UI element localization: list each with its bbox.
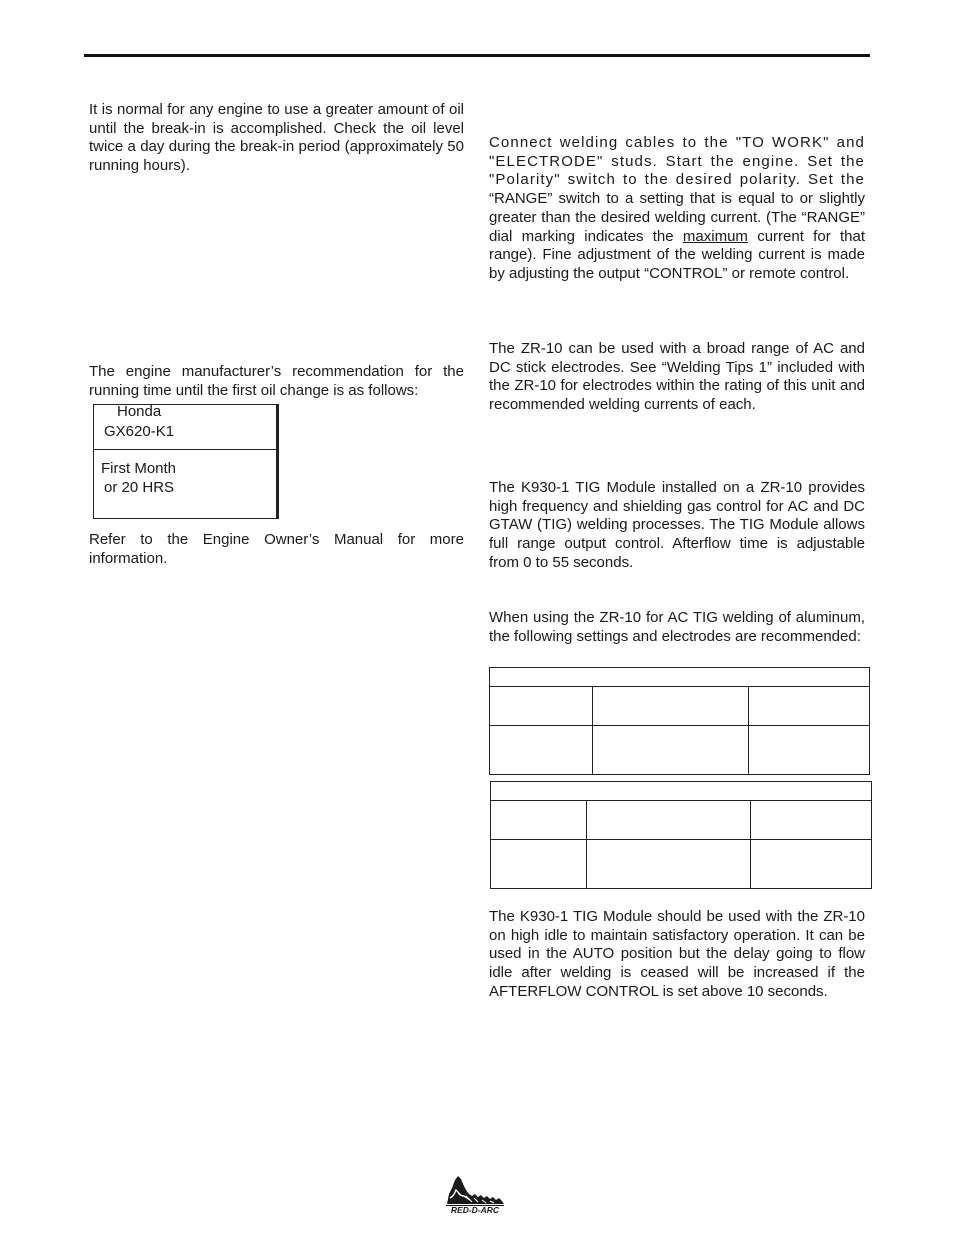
- oil-table-divider: [94, 449, 276, 450]
- table1-row-line: [490, 725, 869, 726]
- connect-text-a: “RANGE” switch to a setting that is equal to or slightly greater than the desired welding current. (The “RANGE” dial marking indicates the: [489, 190, 865, 245]
- table1-col-line-2: [748, 686, 749, 774]
- header-rule: [84, 54, 870, 57]
- logo-mountain-icon: [447, 1176, 504, 1204]
- engine-brand: Honda: [117, 403, 162, 420]
- oil-change-intro: The engine manufacturer’s recommendation for the running time until the first oil change is as follows:: [89, 363, 464, 399]
- break-in-paragraph: It is normal for any engine to use a greater amount of oil until the break-in is accomplished. Check the oil level twice a day during the break-in period (approximately 50 running hours).: [89, 101, 464, 175]
- high-idle-paragraph: The K930-1 TIG Module should be used with the ZR-10 on high idle to maintain satisfactory operation. It can be used in the AUTO position but the delay going to flow idle after welding is ceased will be increased if the AFTERFLOW CONTROL is set above 10 seconds.: [489, 908, 865, 1000]
- connect-cables-remaining: [489, 190, 865, 284]
- oil-interval-line2: or 20 HRS: [104, 479, 175, 496]
- stick-electrodes-paragraph: The ZR-10 can be used with a broad range of AC and DC stick electrodes. See “Welding Tips 1” included with the ZR-10 for electrodes within the rating of this unit and recommended welding currents of each.: [489, 340, 865, 414]
- table2-row-line: [491, 839, 871, 840]
- engine-model: GX620-K1: [104, 423, 175, 440]
- ac-tig-settings-table-2: [490, 781, 872, 889]
- oil-change-table: [93, 404, 279, 519]
- maximum-underlined: maximum: [682, 227, 748, 245]
- table1-header-line: [490, 686, 869, 687]
- red-d-arc-logo: [444, 1172, 506, 1214]
- table1-col-line-1: [592, 686, 593, 774]
- connect-text-b: current for that range). Fine adjustment of the welding current is made by adjusting the output “CONTROL” or remote control.: [489, 227, 865, 282]
- ac-tig-intro-paragraph: When using the ZR-10 for AC TIG welding of aluminum, the following settings and electrodes are recommended:: [489, 609, 865, 645]
- table2-col-line-1: [586, 800, 587, 888]
- table2-col-line-2: [750, 800, 751, 888]
- tig-module-paragraph: The K930-1 TIG Module installed on a ZR-10 provides high frequency and shielding gas control for AC and DC GTAW (TIG) welding processes. The TIG Module allows full range output control. Afterflow time is adjustable from 0 to 55 seconds.: [489, 479, 865, 571]
- connect-cables-paragraph: [489, 134, 865, 284]
- connect-cables-wide-lines: Connect welding cables to the "TO WORK" and "ELECTRODE" studs. Start the engine. Set the "Polarity" switch to the desired polarity. Set the: [489, 134, 865, 189]
- refer-manual-paragraph: Refer to the Engine Owner’s Manual for more information.: [89, 531, 464, 567]
- ac-tig-settings-table-1: [489, 667, 870, 775]
- table2-header-line: [491, 800, 871, 801]
- oil-interval-line1: First Month: [101, 460, 177, 477]
- logo-text: RED-D-ARC: [450, 1205, 500, 1214]
